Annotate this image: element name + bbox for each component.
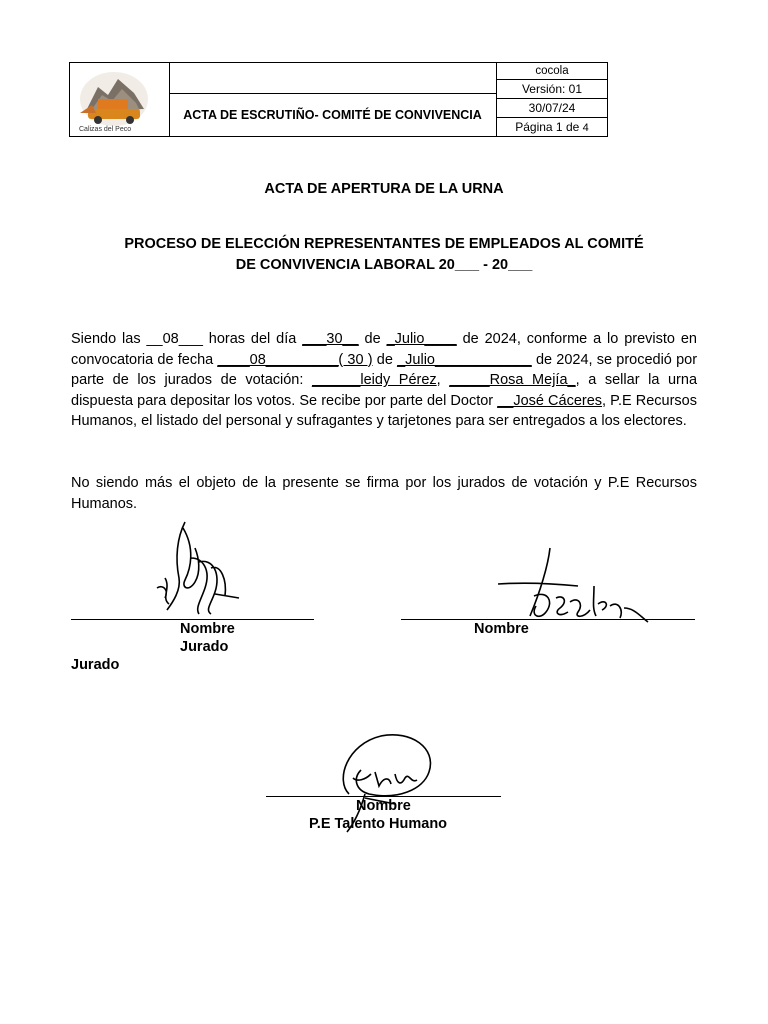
- sub-heading-line1: PROCESO DE ELECCIÓN REPRESENTANTES DE EMPLEADOS AL COMITÉ: [124, 236, 644, 252]
- juror1-name: ______leidy Pérez: [311, 372, 437, 389]
- sub-heading-line2: DE CONVIVENCIA LABORAL 20___ - 20___: [235, 257, 533, 273]
- logo-caption: Calizas del Peco: [79, 126, 132, 133]
- document-title: ACTA DE ESCRUTIÑO- COMITÉ DE CONVIVENCIA: [183, 108, 482, 122]
- page-prefix: Página 1 de: [515, 120, 580, 134]
- left-role-label: Jurado: [180, 639, 229, 655]
- title-cell-top: [169, 63, 496, 94]
- text-segment: de: [372, 351, 398, 368]
- convocation-paren-field: ( 30 ): [338, 351, 373, 368]
- convocation-day-field: ____08_________: [217, 351, 339, 368]
- company-logo: [78, 69, 150, 127]
- text-segment: , a sellar la urna dispuesta para depositar los votos. Se recibe por parte del Doctor: [71, 372, 698, 409]
- month-field: _Julio____: [386, 331, 457, 347]
- signature-juror1: [155, 518, 245, 618]
- signature-juror2: [498, 546, 658, 630]
- day-field: ___30__: [302, 331, 359, 347]
- main-heading: ACTA DE APERTURA DE LA URNA: [264, 181, 504, 197]
- signature-line-left: [71, 619, 314, 620]
- left-role-label-2: Jurado: [71, 657, 120, 673]
- doctor-name: __José Cáceres: [497, 392, 603, 409]
- logo-cell: [70, 63, 170, 136]
- text-segment: de 2024, se procedió por parte de los jurados de votación:: [71, 351, 698, 389]
- page-indicator: [497, 118, 607, 136]
- document-date: 30/07/24: [497, 99, 607, 118]
- bottom-role-label: P.E Talento Humano: [309, 816, 448, 832]
- page-total: 4: [582, 122, 589, 134]
- text-segment: de: [358, 331, 387, 347]
- juror2-name: _____Rosa Mejía_: [449, 372, 576, 389]
- text-segment: ,: [436, 372, 450, 389]
- convocation-month-field: _Julio____________: [397, 351, 532, 368]
- opening-paragraph: [71, 329, 697, 432]
- company-code: cocola: [497, 63, 607, 80]
- text-segment: de 2024, conforme a lo previsto en convocatoria de fecha: [71, 331, 697, 368]
- document-header: [69, 62, 608, 137]
- left-name-label: Nombre: [180, 621, 235, 637]
- text-segment: , P.E Recursos Humanos, el listado del personal y sufragantes y tarjetones para ser entregados a los electores.: [71, 392, 697, 430]
- sub-heading: [0, 234, 768, 276]
- bottom-name-label: Nombre: [356, 798, 411, 814]
- document-meta: [497, 63, 607, 136]
- signature-line-right: [401, 619, 695, 620]
- text-segment: Siendo las __08___ horas del día: [71, 331, 303, 347]
- title-cell: [169, 63, 497, 136]
- signature-line-bottom: [266, 796, 501, 797]
- version-label: Versión: 01: [497, 80, 607, 99]
- closing-paragraph: No siendo más el objeto de la presente se firma por los jurados de votación y P.E Recursos Humanos.: [71, 475, 697, 512]
- right-name-label: Nombre: [474, 621, 529, 637]
